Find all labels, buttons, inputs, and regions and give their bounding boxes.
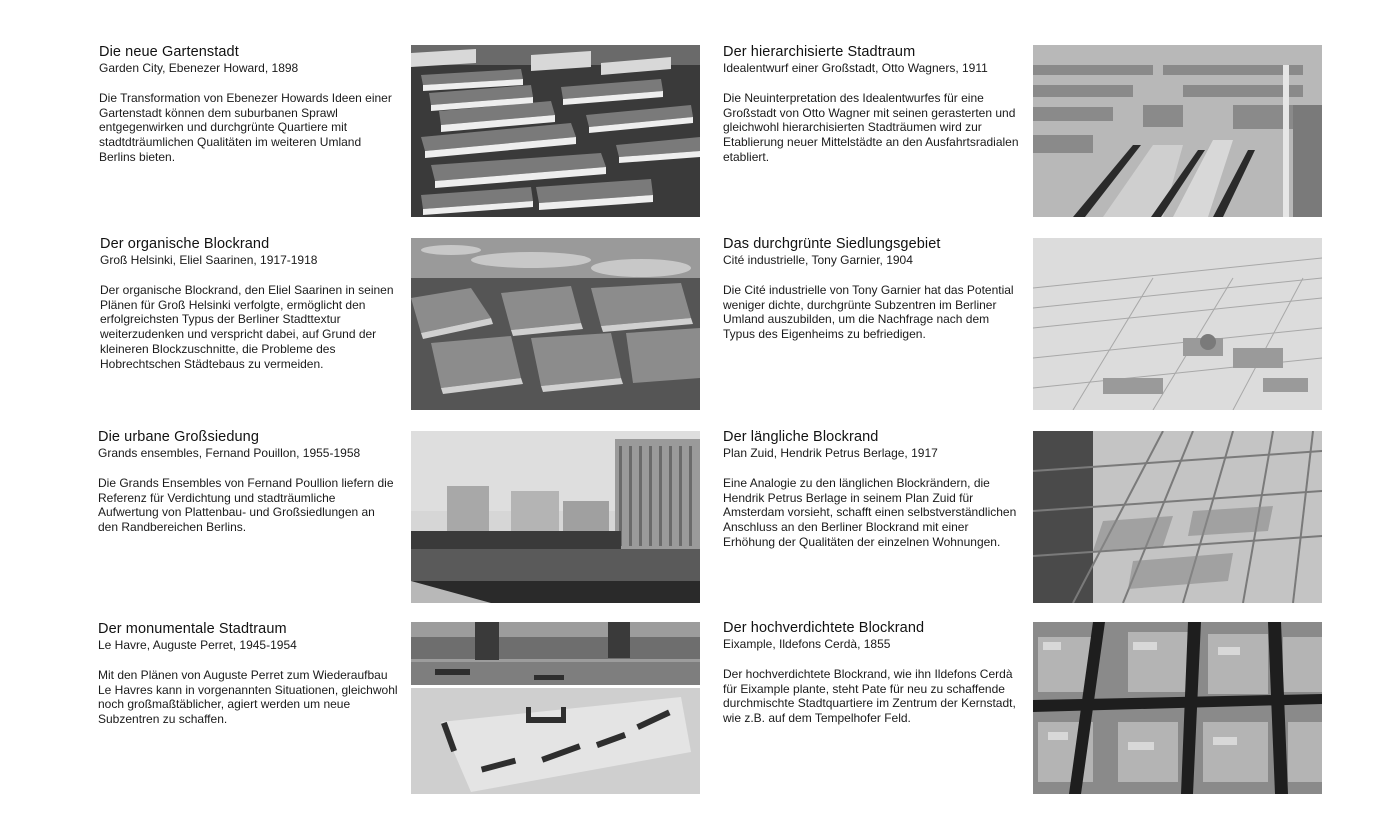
entry-subtitle: Groß Helsinki, Eliel Saarinen, 1917-1918	[100, 253, 318, 267]
cite-industrielle-drawing-image	[1033, 238, 1322, 410]
entry-title: Der hierarchisierte Stadtraum	[723, 44, 916, 60]
entry-cite-industrielle	[723, 236, 1023, 342]
entry-otto-wagner	[723, 44, 1023, 165]
entry-body: Mit den Plänen von Auguste Perret zum Wiederaufbau Le Havres kann in vorgenannten Situationen, gleichwohl noch großmaßtäblicher, agiert werden um neue Subzentren zu schaffen.	[98, 668, 398, 727]
otto-wagner-drawing-image	[1033, 45, 1322, 217]
plan-zuid-drawing-image	[1033, 431, 1322, 603]
eixample-aerial-image	[1033, 622, 1322, 794]
gross-helsinki-model-image	[411, 238, 700, 410]
entry-body: Die Grands Ensembles von Fernand Poullion liefern die Referenz für Verdichtung und stadträumliche Aufwertung von Plattenbau- und Großsiedlungen an den Randbereichen Berlins.	[98, 476, 394, 535]
le-havre-elevation-plan-image	[411, 622, 700, 794]
entry-subtitle: Eixample, Ildefons Cerdà, 1855	[723, 637, 891, 651]
entry-title: Der monumentale Stadtraum	[98, 621, 287, 637]
entry-subtitle: Plan Zuid, Hendrik Petrus Berlage, 1917	[723, 446, 938, 460]
entry-eixample	[723, 620, 1023, 726]
entry-title: Der längliche Blockrand	[723, 429, 879, 445]
grands-ensembles-photo-image	[411, 431, 700, 603]
entry-body: Der organische Blockrand, den Eliel Saarinen in seinen Plänen für Groß Helsinki verfolgte, ermöglicht den erfolgreichsten Typus der Berliner Stadttextur weiterzudenken und verspricht dabei, auf Grund der kleineren Blockzuschnitte, die Probleme des Hobrechtschen Städtebaus zu vermeiden.	[100, 283, 394, 371]
entry-title: Das durchgrünte Siedlungsgebiet	[723, 236, 941, 252]
entry-subtitle: Idealentwurf einer Großstadt, Otto Wagners, 1911	[723, 61, 988, 75]
entry-grands-ensembles	[98, 429, 398, 535]
entry-body: Der hochverdichtete Blockrand, wie ihn Ildefons Cerdà für Eixample plante, steht Pate für neu zu schaffende durchmischte Stadtquartiere im Zentrum der Kernstadt, wie z.B. auf dem Tempelhofer Feld.	[723, 667, 1016, 726]
entry-body: Eine Analogie zu den länglichen Blockrändern, die Hendrik Petrus Berlage in seinem Plan Zuid für Amsterdam vorsieht, schafft einen selbstverständlichen Anschluss an den Berliner Blockrand mit einer Erhöhung der Qualitäten der einzelnen Wohnungen.	[723, 476, 1017, 549]
entry-garden-city	[99, 44, 399, 165]
entry-plan-zuid	[723, 429, 1023, 550]
entry-body: Die Transformation von Ebenezer Howards Ideen einer Gartenstadt können dem suburbanen Sprawl entgegenwirken und durchgrünte Quartiere mit stadtdträumlichen Qualitäten im weiteren Umland Berlins bieten.	[99, 91, 392, 164]
entry-title: Der hochverdichtete Blockrand	[723, 620, 925, 636]
entry-subtitle: Grands ensembles, Fernand Pouillon, 1955-1958	[98, 446, 361, 460]
entry-subtitle: Cité industrielle, Tony Garnier, 1904	[723, 253, 913, 267]
entry-title: Der organische Blockrand	[100, 236, 270, 252]
entry-title: Die neue Gartenstadt	[99, 44, 239, 60]
entry-subtitle: Garden City, Ebenezer Howard, 1898	[99, 61, 299, 75]
entry-body: Die Neuinterpretation des Idealentwurfes für eine Großstadt von Otto Wagner mit seinen gerasterten und gleichwohl hierarchisierten Stadträumen wird zur Etablierung neuer Mittelstädte an den Ausfahrtsradialen etabliert.	[723, 91, 1019, 164]
entry-body: Die Cité industrielle von Tony Garnier hat das Potential weniger dichte, durchgrünte Subzentren im Berliner Umland auszubilden, um die Nachfrage nach dem Typus des Eigenheims zu befriedigen.	[723, 283, 1014, 342]
entry-subtitle: Le Havre, Auguste Perret, 1945-1954	[98, 638, 297, 652]
entry-gross-helsinki	[100, 236, 400, 371]
entry-le-havre	[98, 621, 398, 727]
garden-city-aerial-image	[411, 45, 700, 217]
entry-title: Die urbane Großsiedung	[98, 429, 259, 445]
